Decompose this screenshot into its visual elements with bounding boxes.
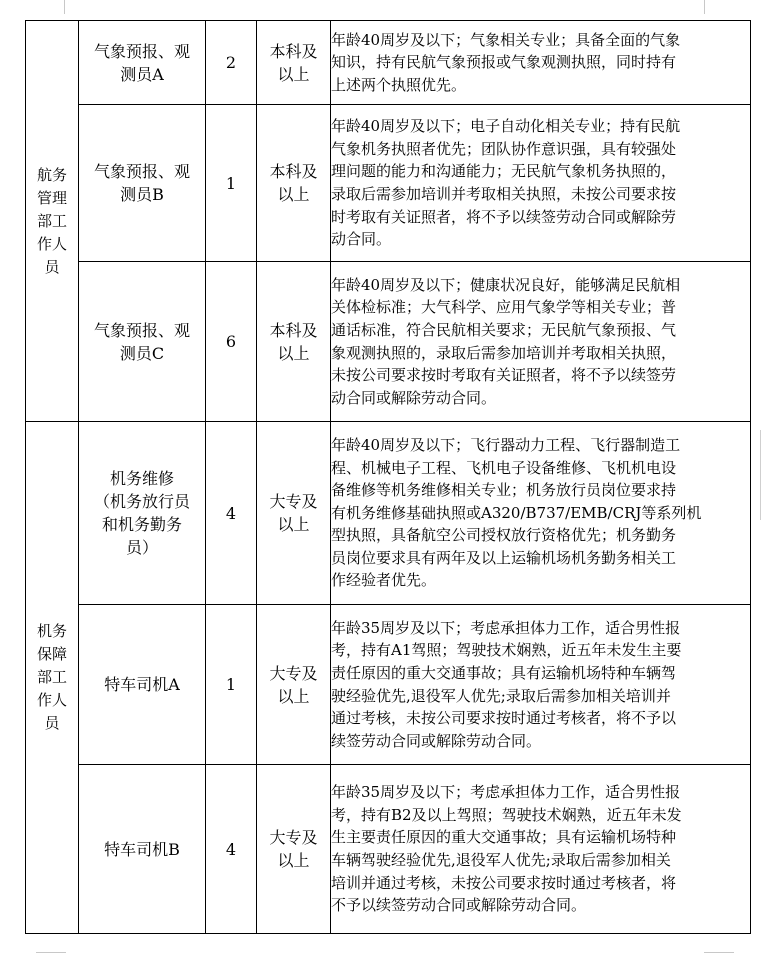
text-line: 录取后需参加培训并考取相关执照，未按公司要求按	[331, 185, 677, 203]
text-line: 理问题的能力和沟通能力；无民航气象机务执照的，	[331, 162, 677, 181]
department-cell	[26, 422, 79, 934]
text-line: 年龄40周岁及以下；飞行器动力工程、飞行器制造工	[331, 435, 681, 454]
education-cell	[257, 262, 331, 422]
page-corner-mark	[704, 952, 734, 954]
text-line: 象观测执照的，录取后需参加培训并考取相关执照，	[331, 343, 677, 362]
department-cell	[26, 21, 79, 422]
headcount-cell: 1	[206, 605, 257, 765]
text-line: 特车司机A	[104, 675, 180, 694]
text-line: 气象机务执照者优先；团队协作意识强，具有较强处	[331, 139, 677, 158]
education-cell	[257, 422, 331, 605]
text-line: 关体检标准；大气科学、应用气象学等相关专业；普	[331, 298, 677, 317]
position-cell	[79, 262, 206, 422]
headcount-cell: 4	[206, 422, 257, 605]
text-line: 以上	[277, 64, 310, 84]
text-line: 气象预报、观	[93, 320, 190, 340]
text-line: 通话标准，符合民航相关要求；无民航气象预报、气	[331, 320, 677, 339]
text-line: 考，持有B2及以上驾照；驾驶技术娴熟，近五年未发	[331, 805, 682, 824]
text-line: 备维修等机务维修相关专业；机务放行员岗位要求持	[331, 481, 677, 500]
text-line: 考，持有A1驾照；驾驶技术娴熟，近五年未发生主要	[331, 641, 682, 660]
education-cell	[257, 21, 331, 105]
requirements-cell	[331, 105, 751, 262]
text-line: 保障	[36, 645, 67, 663]
text-line: 车辆驾驶经验优先,退役军人优先;录取后需参加相关	[331, 851, 671, 869]
position-cell	[79, 105, 206, 262]
position-cell	[79, 21, 206, 105]
text-line: 动合同。	[331, 230, 392, 249]
text-line: 员）	[125, 538, 158, 557]
text-line: 有机务维修基础执照或A320/B737/EMB/CRJ等系列机	[331, 503, 702, 522]
table-row	[26, 765, 751, 934]
text-line: 以上	[277, 686, 310, 706]
recruitment-table	[25, 20, 751, 934]
education-cell	[257, 765, 331, 934]
text-line: 以上	[277, 515, 310, 534]
text-line: 以上	[277, 185, 310, 204]
education-cell	[257, 605, 331, 765]
text-line: 本科及	[269, 320, 318, 340]
text-line: 生主要责任原因的重大交通事故；具有运输机场特种	[331, 828, 677, 847]
page-corner-mark	[704, 0, 706, 14]
text-line: 责任原因的重大交通事故；具有运输机场特种车辆驾	[331, 663, 677, 682]
text-line: 未按公司要求按时考取有关证照者，将不予以续签劳	[331, 366, 677, 385]
table-row	[26, 262, 751, 422]
text-line: 不予以续签劳动合同或解除劳动合同。	[331, 896, 587, 915]
requirements-cell	[331, 262, 751, 422]
text-line: 本科及	[269, 162, 318, 181]
text-line: 部工	[36, 211, 67, 230]
requirements-cell	[331, 21, 751, 105]
text-line: 本科及	[269, 41, 318, 61]
position-cell	[79, 422, 206, 605]
headcount-cell: 6	[206, 262, 257, 422]
education-cell	[257, 105, 331, 262]
headcount-cell: 2	[206, 21, 257, 105]
text-line: 年龄40周岁及以下；健康状况良好，能够满足民航相	[331, 275, 681, 294]
headcount-cell: 1	[206, 105, 257, 262]
page-corner-mark	[36, 952, 66, 954]
text-line: 程、机械电子工程、飞机电子设备维修、飞机机电设	[331, 458, 677, 477]
text-line: 大专及	[269, 663, 318, 683]
text-line: 驶经验优先,退役军人优先;录取后需参加相关培训并	[331, 686, 671, 705]
requirements-cell	[331, 765, 751, 934]
text-line: 年龄40周岁及以下；电子自动化相关专业；持有民航	[331, 117, 681, 136]
text-line: 型执照，具备航空公司授权放行资格优先；机务勤务	[331, 526, 677, 545]
text-line: 员岗位要求具有两年及以上运输机场机务勤务相关工	[331, 548, 677, 567]
text-line: 年龄40周岁及以下；气象相关专业；具备全面的气象	[331, 30, 681, 49]
requirements-cell	[331, 422, 751, 605]
table-row	[26, 422, 751, 605]
text-line: 机务维修	[109, 469, 174, 488]
text-line: 特车司机B	[104, 839, 180, 859]
requirements-cell	[331, 605, 751, 765]
text-line: 以上	[277, 851, 310, 870]
table-row	[26, 105, 751, 262]
text-line: 时考取有关证照者，将不予以续签劳动合同或解除劳	[331, 207, 677, 226]
text-line: 作人	[36, 234, 67, 253]
page-corner-mark	[64, 0, 66, 14]
text-line: 机务	[36, 622, 67, 640]
text-line: 大专及	[269, 492, 318, 511]
text-line: 测员B	[120, 185, 164, 204]
scroll-edge	[760, 430, 766, 520]
text-line: 管理	[36, 188, 67, 207]
text-line: 年龄35周岁及以下；考虑承担体力工作，适合男性报	[331, 618, 681, 637]
text-line: 测员A	[120, 64, 164, 84]
position-cell	[79, 605, 206, 765]
text-line: 以上	[277, 343, 310, 363]
text-line: 测员C	[119, 343, 165, 363]
text-line: 培训并通过考核，未按公司要求按时通过考核者，将	[331, 873, 677, 892]
text-line: 员	[44, 257, 60, 276]
text-line: 动合同或解除劳动合同。	[331, 388, 497, 407]
text-line: 续签劳动合同或解除劳动合同。	[331, 731, 542, 750]
position-cell	[79, 765, 206, 934]
text-line: 航务	[36, 165, 67, 184]
text-line: 通过考核，未按公司要求按时通过考核者，将不予以	[331, 709, 677, 728]
text-line: 知识，持有民航气象预报或气象观测执照，同时持有	[331, 53, 677, 72]
text-line: 气象预报、观	[93, 41, 190, 61]
text-line: 作经验者优先。	[331, 571, 437, 590]
text-line: 和机务勤务	[101, 515, 182, 534]
text-line: 员	[44, 714, 60, 732]
text-line: （机务放行员	[93, 492, 190, 511]
headcount-cell: 4	[206, 765, 257, 934]
text-line: 气象预报、观	[93, 162, 190, 181]
table-row	[26, 21, 751, 105]
text-line: 大专及	[269, 828, 318, 847]
table-row	[26, 605, 751, 765]
text-line: 部工	[36, 668, 67, 686]
text-line: 作人	[36, 691, 67, 709]
text-line: 年龄35周岁及以下；考虑承担体力工作，适合男性报	[331, 783, 681, 802]
text-line: 上述两个执照优先。	[331, 75, 467, 94]
